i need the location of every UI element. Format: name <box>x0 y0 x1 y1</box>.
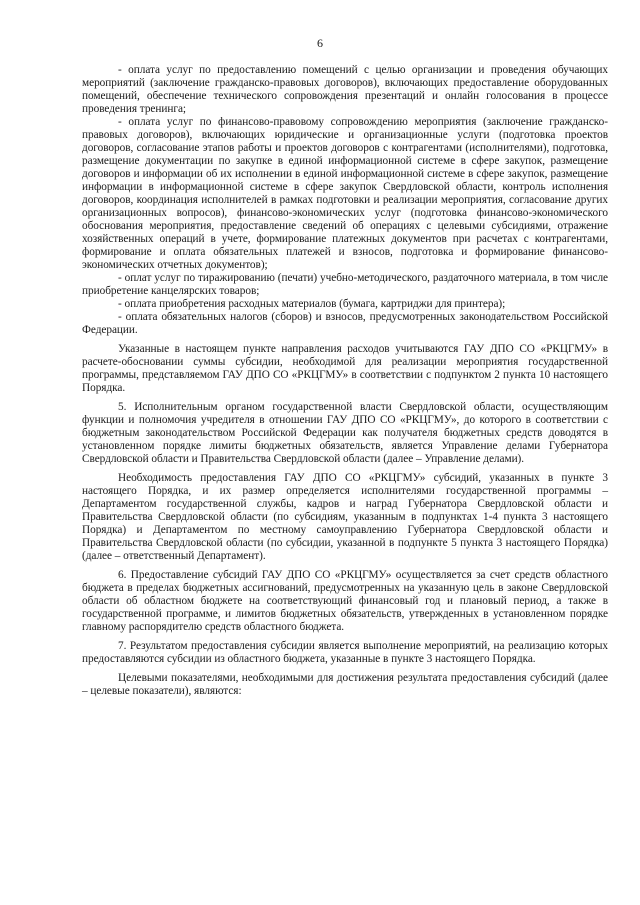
paragraph-taxes: - оплата обязательных налогов (сборов) и взносов, предусмотренных законодательством Российской Федерации. <box>82 311 608 336</box>
paragraph-item-5: 5. Исполнительным органом государственной власти Свердловской области, осуществляющим функции и полномочия учредителя в отношении ГАУ ДПО СО «РКЦГМУ», до которого в соответствии с бюджетным законодательством Российской Федерации как получателя бюджетных средств доводятся в установленном порядке лимиты бюджетных обязательств, является Управление делами Губернатора Свердловской области и Правительства Свердловской области (далее – Управление делами). <box>82 401 608 465</box>
paragraph-printing: - оплат услуг по тиражированию (печати) учебно-методического, раздаточного материала, в том числе приобретение канцелярских товаров; <box>82 272 608 297</box>
paragraph-item-7: 7. Результатом предоставления субсидии является выполнение мероприятий, на реализацию которых предоставляются субсидии из областного бюджета, указанные в пункте 3 настоящего Порядка. <box>82 640 608 665</box>
paragraph-necessity: Необходимость предоставления ГАУ ДПО СО «РКЦГМУ» субсидий, указанных в пункте 3 настоящего Порядка, и их размер определяется исполнителями государственной программы – Департаментом государственной службы, кадров и наград Губернатора Свердловской области и Правительства Свердловской области (по субсидиям, указанным в подпунктах 1-4 пункта 3 настоящего Порядка) и Департаментом по местному самоуправлению Губернатора Свердловской области и Правительства Свердловской области (по субсидии, указанной в подпункте 5 пункта 3 настоящего Порядка) (далее – ответственный Департамент). <box>82 472 608 562</box>
paragraph-expense-accounting: Указанные в настоящем пункте направления расходов учитываются ГАУ ДПО СО «РКЦГМУ» в расчете-обосновании суммы субсидии, необходимой для реализации мероприятия государственной программы, представляемом ГАУ ДПО СО «РКЦГМУ» в соответствии с подпунктом 2 пункта 10 настоящего Порядка. <box>82 343 608 394</box>
page-number: 6 <box>317 36 323 50</box>
paragraph-rental-services: - оплата услуг по предоставлению помещений с целью организации и проведения обучающих мероприятий (заключение гражданско-правовых договоров), включающих предоставление оборудованных помещений, обеспечение технического сопровождения презентаций и онлайн голосования в процессе проведения тренинга; <box>82 64 608 115</box>
paragraph-item-6: 6. Предоставление субсидий ГАУ ДПО СО «РКЦГМУ» осуществляется за счет средств областного бюджета в пределах бюджетных ассигнований, предусмотренных на указанную цель в законе Свердловской области об областном бюджете на соответствующий финансовый год и плановый период, а также в государственной программе, и лимитов бюджетных обязательств, утвержденных в установленном порядке главному распорядителю средств областного бюджета. <box>82 569 608 633</box>
paragraph-target-indicators: Целевыми показателями, необходимыми для достижения результата предоставления субсидий (далее – целевые показатели), являются: <box>82 672 608 697</box>
document-body <box>82 64 608 698</box>
paragraph-legal-support: - оплата услуг по финансово-правовому сопровождению мероприятия (заключение гражданско-правовых договоров), включающих юридические и организационные услуги (подготовка проектов договоров, согласование этапов работы и проектов договоров с контрагентами (исполнителями), подготовка, размещение документации по закупке в единой информационной системе в сфере закупок, размещение договоров и информации об их исполнении в единой информационной системе в сфере закупок, размещение информации в информационной системе в сфере закупок Свердловской области, контроль исполнения договоров, координация исполнителей в рамках подготовки и реализации мероприятия, согласование других организационных вопросов), финансово-экономических услуг (подготовка финансово-экономического обоснования мероприятия, предоставление сведений об операциях с целевыми субсидиями, отражение хозяйственных операций в учете, формирование платежных документов при расчетах с контрагентами, формирование и оплата обязательных платежей и взносов, подготовка и формирование финансово-экономических отчетных документов); <box>82 116 608 271</box>
paragraph-consumables: - оплата приобретения расходных материалов (бумага, картриджи для принтера); <box>118 298 506 310</box>
